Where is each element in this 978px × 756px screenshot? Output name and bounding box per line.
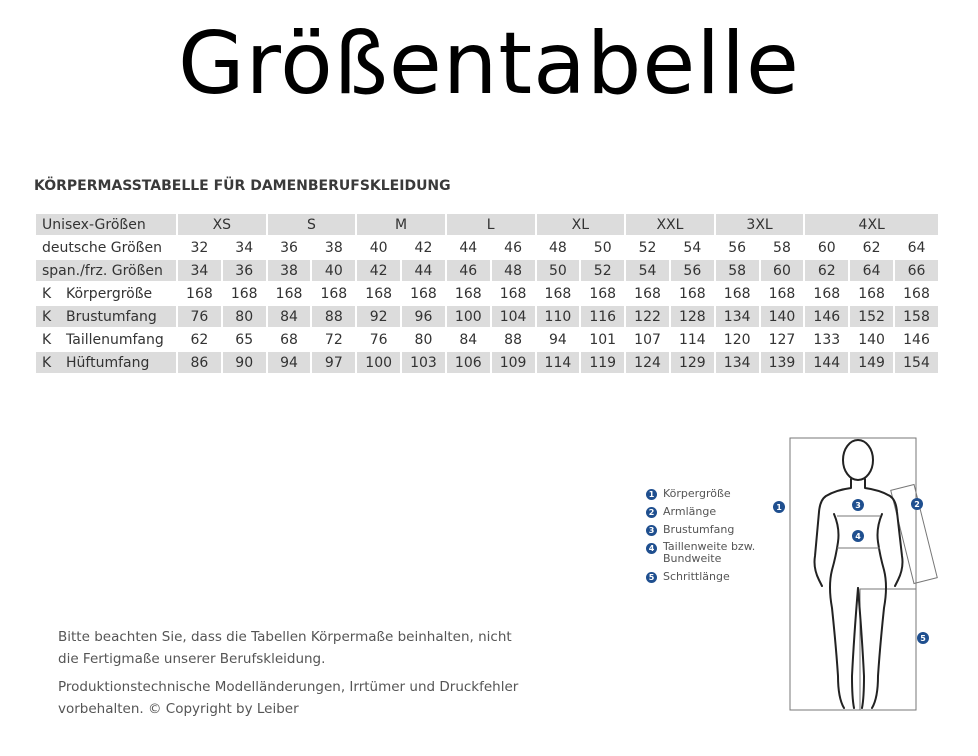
size-value-cell: 128 — [671, 306, 714, 327]
size-value-cell: 62 — [190, 331, 209, 348]
size-value-cell: 140 — [761, 306, 804, 327]
size-value-cell: 168 — [723, 285, 751, 302]
size-value-cell: 34 — [178, 260, 221, 281]
row-label — [36, 306, 176, 327]
table-row — [36, 260, 938, 281]
size-value-cell: 94 — [548, 331, 567, 348]
size-value-cell: 133 — [813, 331, 841, 348]
size-value-cell: 140 — [858, 331, 885, 348]
size-value-cell: 168 — [186, 285, 213, 302]
size-value-cell: 86 — [178, 352, 221, 373]
size-value-cell: 104 — [492, 306, 535, 327]
size-value-cell: 62 — [862, 239, 881, 256]
size-value-cell: 129 — [671, 352, 714, 373]
size-value-cell: 38 — [268, 260, 311, 281]
size-value-cell: 168 — [454, 285, 482, 302]
size-value-cell: 154 — [895, 352, 938, 373]
row-label-text: deutsche Größen — [42, 239, 162, 256]
size-value-cell: 44 — [459, 239, 478, 256]
table-row — [36, 237, 938, 258]
size-value-cell: 54 — [683, 239, 702, 256]
unisex-size-cell: XS — [178, 214, 266, 235]
marker-3-icon — [852, 499, 864, 511]
size-value-cell: 120 — [723, 331, 751, 348]
row-label-text: Hüftumfang — [66, 354, 150, 371]
size-value-cell: 56 — [728, 239, 747, 256]
unisex-size-cell: 4XL — [805, 214, 938, 235]
size-value-cell: 42 — [357, 260, 400, 281]
size-value-cell: 64 — [850, 260, 893, 281]
size-value-cell: 114 — [678, 331, 706, 348]
row-label — [36, 260, 176, 281]
size-value-cell: 103 — [402, 352, 445, 373]
size-value-cell: 124 — [626, 352, 669, 373]
size-value-cell: 60 — [761, 260, 804, 281]
k-marker: K — [42, 285, 52, 302]
row-label-text: span./frz. Größen — [42, 262, 163, 279]
legend-number-badge: 1 — [646, 489, 657, 500]
size-value-cell: 36 — [223, 260, 266, 281]
size-value-cell: 134 — [716, 306, 759, 327]
svg-text:5: 5 — [920, 634, 926, 643]
size-value-cell: 64 — [907, 239, 926, 256]
size-value-cell: 168 — [365, 285, 393, 302]
svg-text:4: 4 — [855, 532, 861, 541]
size-value-cell: 134 — [716, 352, 759, 373]
size-value-cell: 168 — [544, 285, 572, 302]
size-value-cell: 168 — [275, 285, 303, 302]
size-value-cell: 146 — [805, 306, 848, 327]
size-value-cell: 116 — [581, 306, 624, 327]
size-value-cell: 92 — [357, 306, 400, 327]
size-value-cell: 32 — [190, 239, 209, 256]
size-value-cell: 168 — [858, 285, 885, 302]
svg-text:3: 3 — [855, 501, 861, 510]
size-value-cell: 149 — [850, 352, 893, 373]
table-row-unisex — [36, 214, 938, 235]
size-value-cell: 168 — [410, 285, 437, 302]
size-value-cell: 168 — [903, 285, 930, 302]
note-measurements: Bitte beachten Sie, dass die Tabellen Körpermaße beinhalten, nicht die Fertigmaße unserer Berufskleidung. — [58, 629, 512, 667]
size-table — [34, 212, 940, 375]
row-label — [36, 283, 176, 304]
size-value-cell: 97 — [312, 352, 355, 373]
row-label-text: Taillenumfang — [66, 331, 164, 348]
row-label-text: Körpergröße — [66, 285, 153, 302]
row-label: Unisex-Größen — [36, 214, 176, 235]
size-value-cell: 152 — [850, 306, 893, 327]
size-value-cell: 168 — [678, 285, 706, 302]
size-value-cell: 48 — [548, 239, 567, 256]
page-title: Größentabelle — [178, 14, 800, 114]
table-row — [36, 283, 938, 304]
size-value-cell: 168 — [320, 285, 348, 302]
unisex-size-cell: S — [268, 214, 356, 235]
size-value-cell: 36 — [280, 239, 298, 256]
size-value-cell: 52 — [581, 260, 624, 281]
size-value-cell: 109 — [492, 352, 535, 373]
size-value-cell: 168 — [230, 285, 258, 302]
size-value-cell: 80 — [223, 306, 266, 327]
disclaimer-notes — [58, 626, 528, 726]
marker-5-icon — [917, 632, 929, 644]
size-value-cell: 107 — [634, 331, 661, 348]
unisex-size-cell: L — [447, 214, 535, 235]
legend-text: Körpergröße — [663, 487, 731, 500]
legend-text: Brustumfang — [663, 523, 735, 536]
size-value-cell: 40 — [312, 260, 355, 281]
size-value-cell: 100 — [357, 352, 400, 373]
size-value-cell: 46 — [504, 239, 522, 256]
svg-text:1: 1 — [776, 503, 782, 512]
size-value-cell: 94 — [268, 352, 311, 373]
size-value-cell: 72 — [324, 331, 343, 348]
size-value-cell: 158 — [895, 306, 938, 327]
size-value-cell: 168 — [634, 285, 661, 302]
size-value-cell: 88 — [504, 331, 522, 348]
row-label-text: Brustumfang — [66, 308, 157, 325]
size-value-cell: 38 — [324, 239, 343, 256]
legend-number-badge: 3 — [646, 525, 657, 536]
size-value-cell: 58 — [716, 260, 759, 281]
size-value-cell: 106 — [447, 352, 490, 373]
size-value-cell: 68 — [280, 331, 298, 348]
body-measurement-figure — [640, 436, 950, 716]
size-value-cell: 40 — [369, 239, 388, 256]
size-value-cell: 90 — [223, 352, 266, 373]
marker-1-icon — [773, 501, 785, 513]
size-value-cell: 110 — [537, 306, 580, 327]
size-value-cell: 76 — [369, 331, 388, 348]
legend-number-badge: 4 — [646, 543, 657, 554]
k-marker: K — [42, 354, 52, 371]
size-value-cell: 60 — [817, 239, 836, 256]
size-value-cell: 50 — [593, 239, 612, 256]
table-subtitle: KÖRPERMASSTABELLE FÜR DAMENBERUFSKLEIDUNG — [34, 178, 451, 194]
k-marker: K — [42, 331, 52, 348]
size-value-cell: 48 — [492, 260, 535, 281]
size-value-cell: 58 — [773, 239, 791, 256]
note-copyright: Produktionstechnische Modelländerungen, Irrtümer und Druckfehler vorbehalten. © Copyright by Leiber — [58, 679, 519, 717]
size-value-cell: 84 — [459, 331, 478, 348]
legend-number-badge: 5 — [646, 572, 657, 583]
size-value-cell: 168 — [499, 285, 527, 302]
marker-2-icon — [911, 498, 923, 510]
legend-text: Armlänge — [663, 505, 717, 518]
svg-text:2: 2 — [914, 500, 920, 509]
size-value-cell: 168 — [768, 285, 796, 302]
table-row — [36, 352, 938, 373]
size-value-cell: 96 — [402, 306, 445, 327]
legend-text: Taillenweite bzw. Bundweite — [663, 540, 756, 565]
size-value-cell: 76 — [178, 306, 221, 327]
size-value-cell: 65 — [235, 331, 254, 348]
size-value-cell: 146 — [903, 331, 930, 348]
size-value-cell: 84 — [268, 306, 311, 327]
unisex-size-cell: XL — [537, 214, 625, 235]
size-value-cell: 139 — [761, 352, 804, 373]
legend-number-badge: 2 — [646, 507, 657, 518]
unisex-size-cell: 3XL — [716, 214, 804, 235]
size-value-cell: 44 — [402, 260, 445, 281]
size-value-cell: 122 — [626, 306, 669, 327]
size-value-cell: 127 — [768, 331, 796, 348]
size-value-cell: 66 — [895, 260, 938, 281]
table-row — [36, 306, 938, 327]
size-value-cell: 100 — [447, 306, 490, 327]
size-value-cell: 168 — [813, 285, 841, 302]
size-value-cell: 50 — [537, 260, 580, 281]
size-value-cell: 88 — [312, 306, 355, 327]
size-value-cell: 46 — [447, 260, 490, 281]
size-value-cell: 114 — [537, 352, 580, 373]
inseam-frame — [860, 589, 916, 710]
row-label — [36, 329, 176, 350]
size-value-cell: 80 — [414, 331, 433, 348]
table-row — [36, 329, 938, 350]
size-value-cell: 54 — [626, 260, 669, 281]
size-value-cell: 52 — [638, 239, 657, 256]
marker-4-icon — [852, 530, 864, 542]
size-value-cell: 101 — [589, 331, 617, 348]
unisex-size-cell: XXL — [626, 214, 714, 235]
body-silhouette — [815, 440, 903, 708]
row-label — [36, 237, 176, 258]
size-value-cell: 144 — [805, 352, 848, 373]
size-value-cell: 34 — [235, 239, 254, 256]
size-value-cell: 56 — [671, 260, 714, 281]
k-marker: K — [42, 308, 52, 325]
legend-text: Schrittlänge — [663, 570, 730, 583]
size-value-cell: 42 — [414, 239, 433, 256]
unisex-size-cell: M — [357, 214, 445, 235]
size-value-cell: 119 — [581, 352, 624, 373]
size-value-cell: 168 — [589, 285, 617, 302]
size-value-cell: 62 — [805, 260, 848, 281]
row-label — [36, 352, 176, 373]
